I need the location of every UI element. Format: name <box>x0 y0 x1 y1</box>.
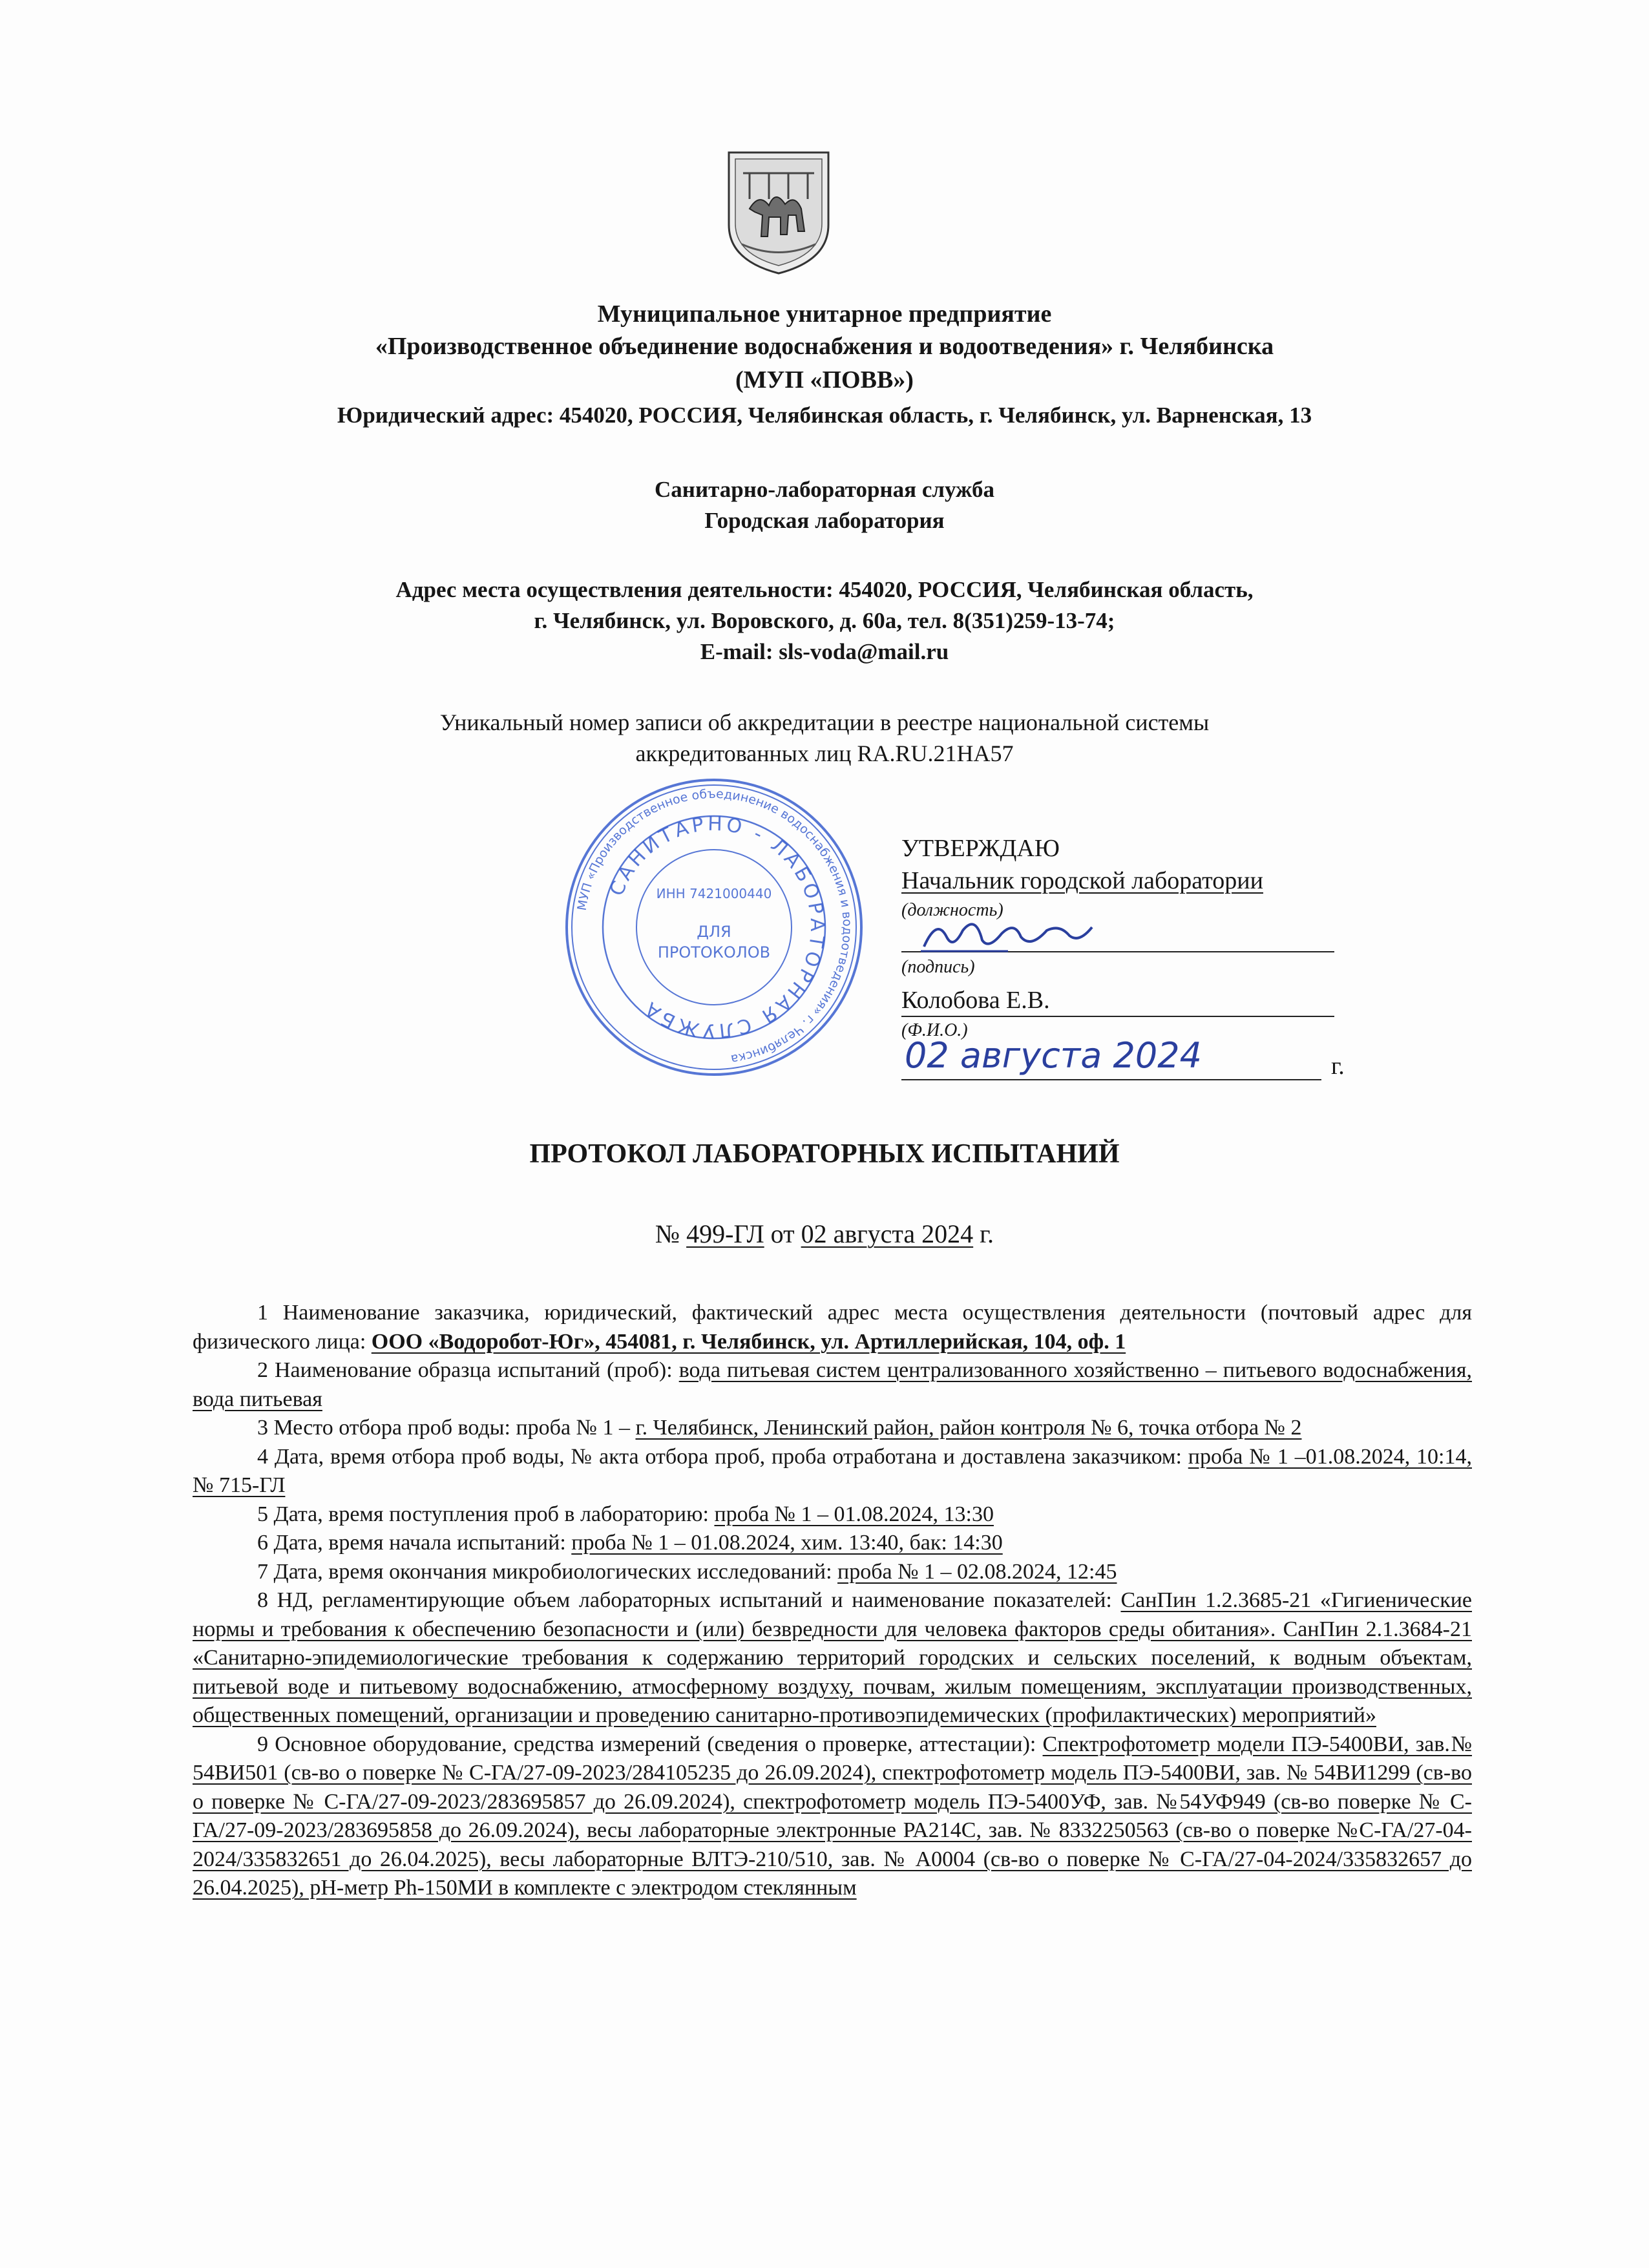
number-prefix: № <box>655 1219 680 1248</box>
signature-caption: (подпись) <box>901 957 975 977</box>
item-3-label: 3 Место отбора проб воды: проба № 1 – <box>257 1416 630 1440</box>
item-1-label: 1 Наименование заказчика, юридический, фактический адрес места осуществления деятельности (почтовый адрес для физического лица: <box>193 1301 1472 1354</box>
accreditation-line2: аккредитованных лиц RA.RU.21НА57 <box>635 740 1014 766</box>
activity-address-line1: Адрес места осуществления деятельности: 454020, РОССИЯ, Челябинская область, <box>395 577 1254 602</box>
date-line <box>901 1078 1321 1080</box>
service-name: Санитарно-лабораторная служба <box>655 477 994 502</box>
item-4 <box>193 1443 1472 1500</box>
protocol-number-line <box>0 1218 1649 1250</box>
approver-name: Колобова Е.В. <box>901 987 1050 1014</box>
item-9-label: 9 Основное оборудование, средства измерений (сведения о проверке, аттестации): <box>257 1732 1036 1756</box>
item-5-value: проба № 1 – 01.08.2024, 13:30 <box>714 1502 994 1526</box>
item-7-label: 7 Дата, время окончания микробиологических исследований: <box>257 1559 832 1584</box>
item-6-label: 6 Дата, время начала испытаний: <box>257 1531 566 1555</box>
item-5 <box>193 1500 1472 1529</box>
protocol-year-suffix: г. <box>980 1219 994 1248</box>
activity-address-line2: г. Челябинск, ул. Воровского, д. 60а, тел. 8(351)259-13-74; <box>534 608 1115 633</box>
org-name-line2: «Производственное объединение водоснабжения и водоотведения» г. Челябинска <box>375 333 1274 360</box>
approval-date: 02 августа 2024 <box>905 1035 1202 1076</box>
org-name-line1: Муниципальное унитарное предприятие <box>597 300 1052 328</box>
item-2 <box>193 1356 1472 1414</box>
stamp-inner-text: САНИТАРНО - ЛАБОРАТОРНАЯ СЛУЖБА <box>605 812 829 1042</box>
item-1 <box>193 1299 1472 1356</box>
approval-title: УТВЕРЖДАЮ <box>901 835 1060 862</box>
item-6 <box>193 1529 1472 1558</box>
item-1-value: ООО «Водоробот-Юг», 454081, г. Челябинск, ул. Артиллерийская, 104, оф. 1 <box>371 1329 1126 1354</box>
protocol-date: 02 августа 2024 <box>801 1219 974 1248</box>
item-2-label: 2 Наименование образца испытаний (проб): <box>257 1358 673 1382</box>
email: E-mail: sls-voda@mail.ru <box>700 639 949 664</box>
stamp-center-2: ПРОТОКОЛОВ <box>657 943 771 961</box>
item-4-label: 4 Дата, время отбора проб воды, № акта отбора проб, проба отработана и доставлена заказчиком: <box>257 1444 1182 1469</box>
approval-year-suffix: г. <box>1331 1053 1345 1080</box>
protocol-body <box>193 1299 1472 1903</box>
approval-position: Начальник городской лаборатории <box>901 867 1263 894</box>
protocol-number: 499-ГЛ <box>686 1219 764 1248</box>
accreditation-line1: Уникальный номер записи об аккредитации в реестре национальной системы <box>439 709 1210 735</box>
lab-name: Городская лаборатория <box>704 508 945 533</box>
coat-of-arms <box>724 147 834 277</box>
item-3 <box>193 1414 1472 1443</box>
item-2-value: вода питьевая систем централизованного хозяйственно – питьевого водоснабжения, вода питьевая <box>193 1358 1473 1411</box>
item-7 <box>193 1558 1472 1587</box>
org-name-line3: (МУП «ПОВВ») <box>735 366 914 394</box>
item-6-value: проба № 1 – 01.08.2024, хим. 13:40, бак: 14:30 <box>571 1531 1003 1555</box>
item-8 <box>193 1586 1472 1730</box>
name-line <box>901 1014 1334 1017</box>
item-8-label: 8 НД, регламентирующие объем лабораторных испытаний и наименование показателей: <box>257 1588 1112 1612</box>
from-word: от <box>770 1219 795 1248</box>
item-9-value: Спектрофотометр модели ПЭ-5400ВИ, зав.№ 54ВИ501 (св-во о поверке № С-ГА/27-09-2023/284105235 до 26.09.2024), спектрофотометр модель ПЭ-5400ВИ, зав. № 54ВИ1299 (св-во о поверке № С-ГА/27-09-2023/283695857 до 26.09.2024), спектрофотометр модель ПЭ-5400УФ, зав. №54УФ949 (св-во поверке № С-ГА/27-09-2023/283695858 до 26.09.2024), весы лабораторные электронные РА214С, зав. № 8332250563 (св-во о поверке №С-ГА/27-04-2024/335832651 до 26.04.2025), весы лабораторные ВЛТЭ-210/510, зав. № А0004 (св-во о поверке № С-ГА/27-04-2024/335832657 до 26.04.2025), рН-метр Ph-150МИ в комплекте с электродом стеклянным <box>193 1732 1473 1900</box>
position-caption: (должность) <box>901 900 1003 920</box>
name-caption: (Ф.И.О.) <box>901 1020 968 1040</box>
stamp-outer-text: МУП «Производственное объединение водоснабжения и водоотведения» г. Челябинска <box>574 786 855 1067</box>
legal-address: Юридический адрес: 454020, РОССИЯ, Челябинская область, г. Челябинск, ул. Варненская, 13 <box>337 403 1312 428</box>
round-stamp <box>562 775 866 1079</box>
item-3-value: г. Челябинск, Ленинский район, район контроля № 6, точка отбора № 2 <box>635 1416 1302 1440</box>
stamp-center-1: ДЛЯ <box>697 923 731 941</box>
item-7-value: проба № 1 – 02.08.2024, 12:45 <box>837 1559 1117 1584</box>
stamp-inn: ИНН 7421000440 <box>656 886 772 901</box>
item-9 <box>193 1730 1472 1903</box>
item-8-value: СанПин 1.2.3685-21 «Гигиенические нормы и требования к обеспечению безопасности и (или) безвредности для человека факторов среды обитания». СанПин 2.1.3684-21 «Санитарно-эпидемиологические требования к содержанию территорий городских и сельских поселений, к водным объектам, питьевой воде и питьевому водоснабжению, атмосферному воздуху, почвам, жилым помещениям, эксплуатации производственных, общественных помещений, организации и проведению санитарно-противоэпидемических (профилактических) мероприятий» <box>193 1588 1473 1727</box>
item-4-value: проба № 1 –01.08.2024, 10:14, № 715-ГЛ <box>193 1444 1472 1497</box>
protocol-title: ПРОТОКОЛ ЛАБОРАТОРНЫХ ИСПЫТАНИЙ <box>529 1139 1120 1169</box>
item-5-label: 5 Дата, время поступления проб в лабораторию: <box>257 1502 709 1526</box>
